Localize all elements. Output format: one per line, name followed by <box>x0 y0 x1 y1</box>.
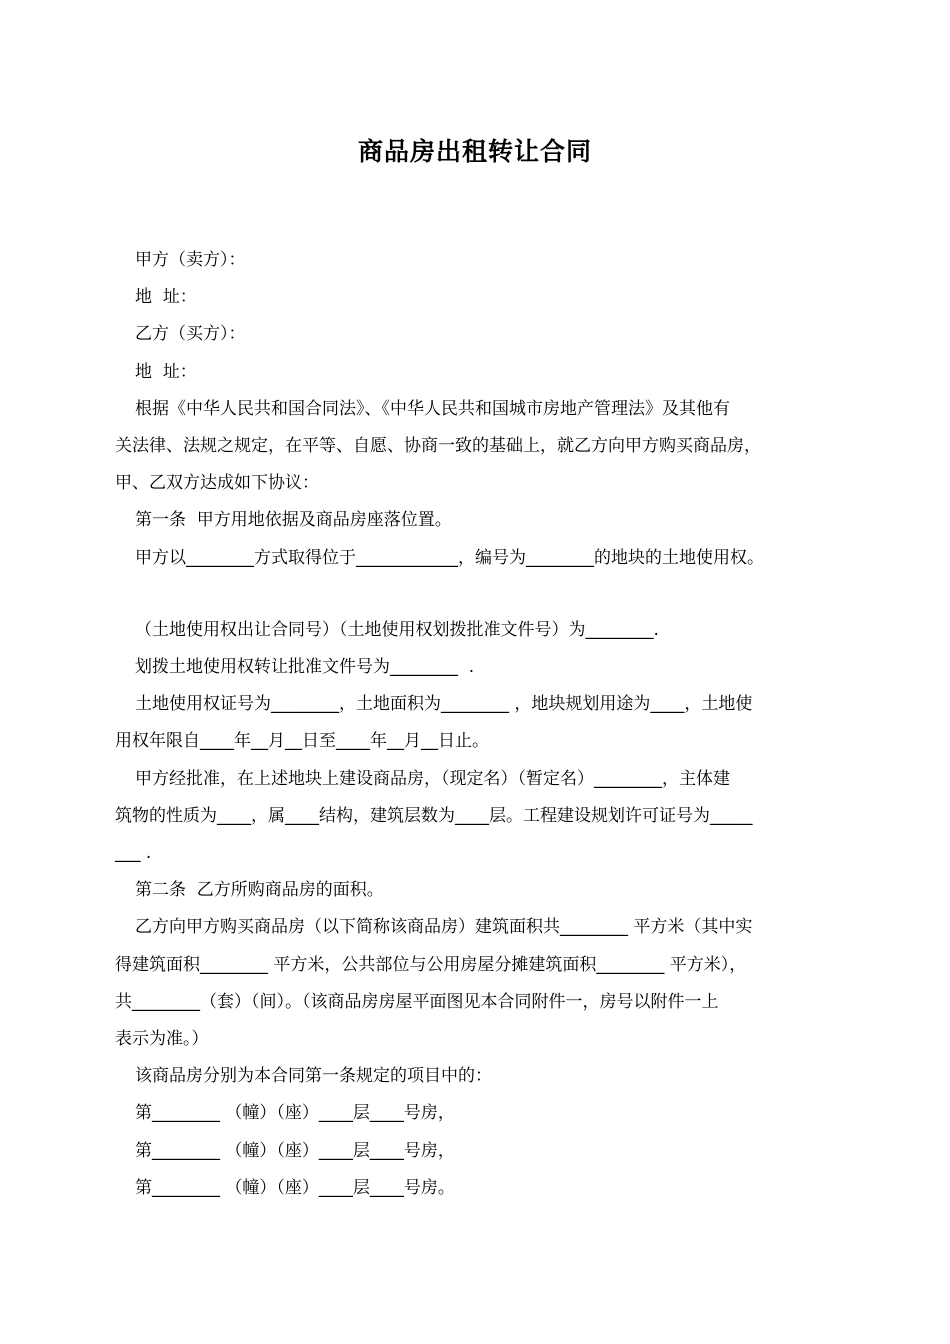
article-2-line: 该商品房分别为本合同第一条规定的项目中的： <box>135 1066 492 1087</box>
unit-line: 第________ （幢）（座）____层____号房， <box>135 1140 455 1161</box>
paragraph-gap <box>115 577 840 612</box>
preamble-line: 关法律、法规之规定，在平等、自愿、协商一致的基础上，就乙方向甲方购买商品房， <box>115 436 761 457</box>
unit-line: 第________ （幢）（座）____层____号房。 <box>135 1177 455 1198</box>
article-2-heading: 第二条 乙方所购商品房的面积。 <box>135 880 384 901</box>
article-1-line: 筑物的性质为____，属____结构，建筑层数为____层。工程建设规划许可证号为_____ <box>115 805 753 826</box>
preamble-line: 根据《中华人民共和国合同法》、《中华人民共和国城市房地产管理法》及其他有 <box>135 398 730 419</box>
party-b-address-label: 地 址： <box>135 361 197 382</box>
document-title: 商品房出租转让合同 <box>357 137 592 166</box>
unit-line: 第________ （幢）（座）____层____号房， <box>135 1103 455 1124</box>
article-1-line: 划拨土地使用权转让批准文件号为________ . <box>135 657 475 678</box>
article-1-heading: 第一条 甲方用地依据及商品房座落位置。 <box>135 510 452 531</box>
article-1-line: 土地使用权证号为________，土地面积为________ ，地块规划用途为____，土地使 <box>135 694 753 715</box>
party-a-address-label: 地 址： <box>135 287 197 308</box>
article-2-line: 得建筑面积________ 平方米，公共部位与公用房屋分摊建筑面积________ 平方米）， <box>115 954 747 975</box>
article-1-line: 甲方经批准，在上述地块上建设商品房，（现定名）（暂定名）________，主体建 <box>135 768 730 789</box>
article-1-line: 用权年限自____年__月__日至____年__月__日止。 <box>115 731 489 752</box>
preamble-line: 甲、乙双方达成如下协议： <box>115 473 319 494</box>
article-1-line: 甲方以________方式取得位于____________，编号为________的地块的土地使用权。 <box>135 547 764 568</box>
party-a-label: 甲方（卖方）： <box>135 250 246 270</box>
document-body <box>115 242 840 1207</box>
article-2-line: 乙方向甲方购买商品房（以下简称该商品房）建筑面积共________ 平方米（其中实 <box>135 917 753 938</box>
article-1-line: ___ . <box>115 843 152 864</box>
article-2-line: 共________（套）（间）。（该商品房房屋平面图见本合同附件一，房号以附件一上 <box>115 991 719 1012</box>
article-1-line: （土地使用权出让合同号）（土地使用权划拨批准文件号）为________. <box>135 619 659 640</box>
article-2-line: 表示为准。） <box>115 1029 209 1050</box>
party-b-label: 乙方（买方）： <box>135 324 246 345</box>
